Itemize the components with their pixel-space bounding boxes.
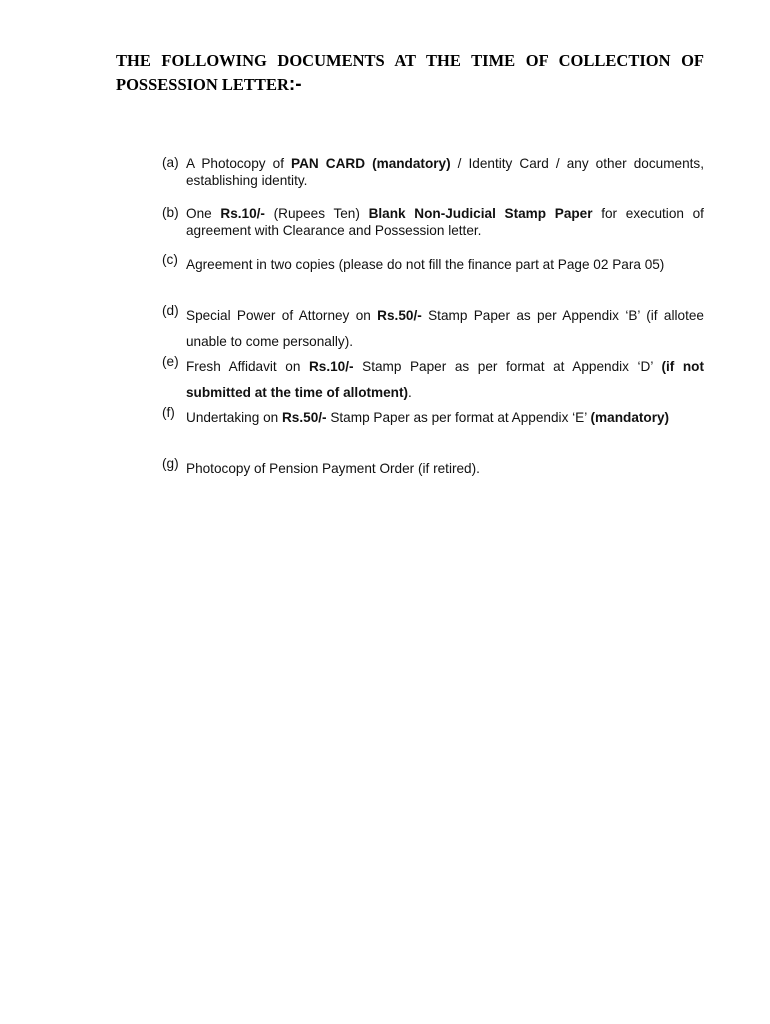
text-run: (Rupees Ten) (264, 206, 369, 221)
list-item-d (162, 303, 704, 354)
text-run: for execution of agreement with Clearance and Possession letter. (186, 206, 704, 238)
text-run: Undertaking on (186, 410, 282, 425)
text-run: Agreement in two copies (please do not fill the finance part at Page 02 Para 05) (186, 257, 665, 272)
list-item-text (186, 354, 704, 405)
text-run: Photocopy of Pension Payment Order (if retired). (186, 461, 480, 476)
list-item-text (186, 205, 704, 239)
list-item-marker: (g) (162, 456, 179, 471)
list-item-marker: (b) (162, 205, 179, 220)
list-item-marker: (c) (162, 252, 178, 267)
list-item-marker: (a) (162, 155, 179, 170)
bold-run: PAN CARD (mandatory) (291, 156, 451, 171)
text-run: Stamp Paper as per format at Appendix ‘E’ (326, 410, 591, 425)
text-run: / Identity Card / any other documents, establishing identity. (186, 156, 704, 188)
list-item-marker: (e) (162, 354, 179, 369)
page-title-suffix: :- (288, 74, 302, 95)
text-run: One (186, 206, 221, 221)
page-title (116, 49, 704, 97)
text-run: Fresh Affidavit on (186, 359, 309, 374)
list-item-g (162, 456, 704, 482)
text-run: Special Power of Attorney on (186, 308, 378, 323)
list-item-text (186, 303, 704, 354)
text-run: Stamp Paper as per format at Appendix ‘D’ (353, 359, 662, 374)
list-item-text (186, 405, 704, 431)
list-item-marker: (f) (162, 405, 175, 420)
list-item-c (162, 252, 704, 278)
page-title-text: THE FOLLOWING DOCUMENTS AT THE TIME OF COLLECTION OF POSSESSION LETTER (116, 51, 704, 94)
list-item-text (186, 252, 704, 278)
text-run: . (408, 384, 412, 400)
list-item-text (186, 456, 704, 482)
bold-run: Rs.10/- (220, 206, 265, 221)
bold-run: Rs.10/- (308, 359, 354, 374)
list-item-marker: (d) (162, 303, 179, 318)
text-run: Stamp Paper as per Appendix ‘B’ (if allotee unable to come personally). (186, 308, 704, 349)
list-item-text (186, 155, 704, 189)
list-item-a (162, 155, 704, 189)
bold-run: Rs.50/- (281, 410, 327, 425)
text-run: A Photocopy of (186, 156, 292, 171)
bold-run: Rs.50/- (377, 308, 422, 323)
bold-run: Blank Non-Judicial Stamp Paper (368, 206, 593, 221)
list-item-e (162, 354, 704, 405)
list-item-b (162, 205, 704, 239)
bold-run: (mandatory) (590, 410, 670, 425)
list-item-f (162, 405, 704, 431)
bold-run: (if not submitted at the time of allotment) (186, 359, 704, 400)
